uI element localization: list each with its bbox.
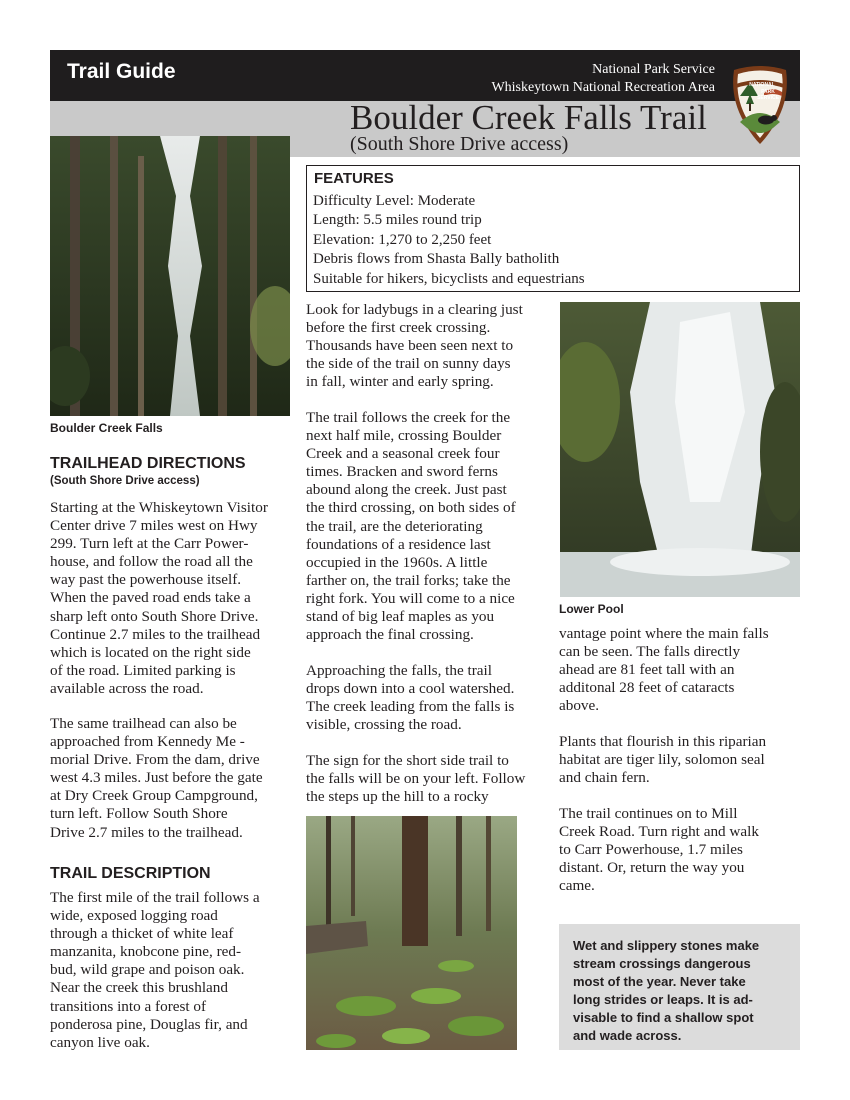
trail-continues-paragraph (559, 805, 799, 895)
text-line: and chain fern. (559, 769, 650, 787)
text-line: Creek Road. Turn right and walk (559, 823, 759, 841)
lower-pool-photo (560, 302, 800, 597)
text-line: occupied in the 1960s. A little (306, 553, 488, 571)
text-line: vantage point where the main falls (559, 625, 769, 642)
text-line: the trail, are the deteriorating (306, 517, 483, 535)
text-line: visable to find a shallow spot (573, 1010, 754, 1025)
text-line: turn left. Follow South Shore (50, 805, 228, 823)
boulder-creek-falls-photo (50, 136, 290, 416)
text-line: Drive 2.7 miles to the trailhead. (50, 823, 243, 841)
mossy-forest-photo (306, 816, 517, 1050)
text-line: can be seen. The falls directly (559, 643, 741, 661)
text-line: When the paved road ends take a (50, 589, 251, 607)
trailhead-paragraph-1 (50, 499, 290, 698)
text-line: Look for ladybugs in a clearing just (306, 301, 523, 318)
text-line: before the first creek crossing. (306, 319, 491, 337)
text-line: Continue 2.7 miles to the trailhead (50, 625, 261, 643)
vantage-point-paragraph (559, 625, 799, 715)
text-line: drops down into a cool watershed. (306, 680, 515, 698)
trail-guide-label: Trail Guide (67, 60, 176, 83)
text-line: stream crossings dangerous (573, 956, 751, 971)
text-line: morial Drive. From the dam, drive (50, 751, 260, 769)
text-line: farther on, the trail forks; take the (306, 571, 511, 589)
feature-geology: Debris flows from Shasta Bally batholith (313, 251, 560, 268)
feature-difficulty: Difficulty Level: Moderate (313, 193, 476, 209)
text-line: at Dry Creek Group Campground, (50, 787, 258, 805)
logo-text-park: PARK (761, 89, 775, 95)
text-line: and wade across. (573, 1028, 682, 1043)
creek-crossing-paragraph (306, 409, 546, 644)
text-line: available across the road. (50, 679, 204, 697)
text-line: times. Bracken and sword ferns (306, 463, 498, 481)
text-line: Wet and slippery stones make (573, 938, 760, 953)
text-line: The creek leading from the falls is (306, 698, 515, 716)
text-line: abound along the creek. Just past (306, 481, 507, 499)
text-line: the side of the trail on sunny days (306, 355, 511, 373)
text-line: bud, wild grape and poison oak. (50, 961, 245, 979)
text-line: The trail continues on to Mill (559, 805, 738, 822)
text-line: wide, exposed logging road (50, 907, 218, 925)
approaching-falls-paragraph (306, 662, 546, 734)
text-line: the third crossing, on both sides of (306, 499, 516, 517)
text-line: The sign for the short side trail to (306, 752, 509, 769)
text-line: Starting at the Whiskeytown Visitor (50, 499, 268, 516)
text-line: the falls will be on your left. Follow (306, 770, 526, 788)
feature-length: Length: 5.5 miles round trip (313, 212, 482, 229)
text-line: The same trailhead can also be (50, 715, 237, 732)
text-line: ponderosa pine, Douglas fir, and (50, 1015, 248, 1033)
features-list (313, 192, 585, 289)
lower-pool-caption: Lower Pool (559, 602, 624, 616)
text-line: additonal 28 feet of cataracts (559, 679, 735, 697)
trailhead-subheading: (South Shore Drive access) (50, 475, 200, 487)
text-line: right fork. You will come to a nice (306, 589, 515, 607)
trail-description-paragraph (50, 889, 290, 1052)
text-line: The trail follows the creek for the (306, 409, 511, 426)
plants-paragraph (559, 733, 799, 787)
text-line: visible, crossing the road. (306, 716, 462, 734)
text-line: foundations of a residence last (306, 535, 491, 553)
text-line: manzanita, knobcone pine, red- (50, 943, 242, 961)
text-line: sharp left onto South Shore Drive. (50, 607, 259, 625)
text-line: habitat are tiger lily, solomon seal (559, 751, 765, 769)
text-line: long strides or leaps. It is ad- (573, 992, 753, 1007)
text-line: The first mile of the trail follows a (50, 889, 260, 906)
text-line: way past the powerhouse itself. (50, 571, 242, 589)
features-heading: FEATURES (314, 170, 394, 187)
text-line: 299. Turn left at the Carr Power- (50, 535, 249, 553)
text-line: west 4.3 miles. Just before the gate (50, 769, 263, 787)
agency-block (491, 61, 715, 97)
text-line: Near the creek this brushland (50, 979, 228, 997)
text-line: of the road. Limited parking is (50, 661, 236, 679)
text-line: most of the year. Never take (573, 974, 746, 989)
text-line: distant. Or, return the way you (559, 859, 745, 877)
logo-text-national: NATIONAL (749, 82, 775, 88)
page-title: Boulder Creek Falls Trail (350, 98, 707, 137)
text-line: approached from Kennedy Me - (50, 733, 245, 751)
feature-elevation: Elevation: 1,270 to 2,250 feet (313, 231, 492, 248)
safety-warning-text (573, 937, 788, 1045)
trailhead-paragraph-2 (50, 715, 290, 842)
text-line: Thousands have been seen next to (306, 337, 514, 355)
falls-photo-caption: Boulder Creek Falls (50, 421, 163, 435)
text-line: Center drive 7 miles west on Hwy (50, 517, 258, 535)
ladybugs-paragraph (306, 301, 546, 391)
text-line: Approaching the falls, the trail (306, 662, 492, 679)
text-line: canyon live oak. (50, 1033, 150, 1051)
text-line: which is located on the right side (50, 643, 251, 661)
trail-description-heading: TRAIL DESCRIPTION (50, 865, 211, 882)
nps-arrowhead-logo (728, 64, 792, 146)
unit-name: Whiskeytown National Recreation Area (491, 80, 715, 95)
text-line: Creek and a seasonal creek four (306, 445, 500, 463)
text-line: the steps up the hill to a rocky (306, 788, 489, 806)
side-trail-paragraph (306, 752, 546, 806)
text-line: to Carr Powerhouse, 1.7 miles (559, 841, 743, 859)
feature-suitability: Suitable for hikers, bicyclists and equestrians (313, 270, 585, 287)
agency-name: National Park Service (592, 62, 715, 77)
text-line: in fall, winter and early spring. (306, 373, 494, 391)
text-line: next half mile, crossing Boulder (306, 427, 502, 445)
text-line: stand of big leaf maples as you (306, 608, 495, 626)
text-line: Plants that flourish in this riparian (559, 733, 767, 750)
page-subtitle: (South Shore Drive access) (350, 133, 569, 155)
text-line: approach the final crossing. (306, 626, 474, 644)
text-line: transitions into a forest of (50, 997, 207, 1015)
logo-text-service: SERVICE (757, 95, 779, 101)
trailhead-heading: TRAILHEAD DIRECTIONS (50, 455, 246, 472)
text-line: ahead are 81 feet tall with an (559, 661, 735, 679)
text-line: house, and follow the road all the (50, 553, 253, 571)
text-line: through a thicket of white leaf (50, 925, 234, 943)
text-line: came. (559, 877, 595, 895)
text-line: above. (559, 697, 600, 715)
